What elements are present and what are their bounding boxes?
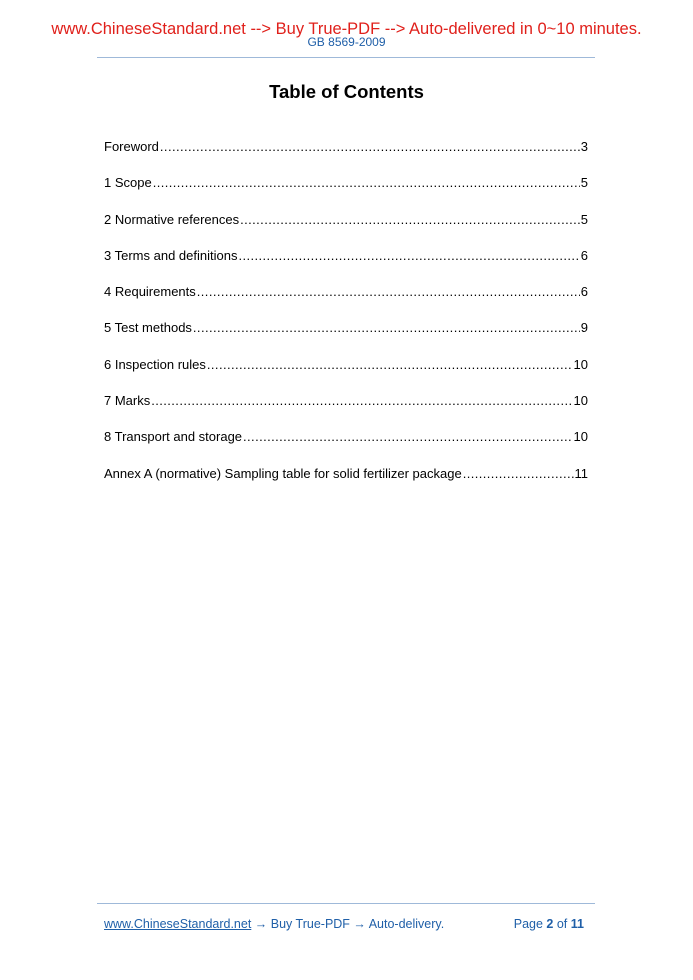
toc-entry-marks[interactable] — [104, 392, 588, 428]
toc-leader-dots — [153, 174, 580, 192]
toc-leader-dots — [463, 465, 574, 483]
toc-entry-label: 2 Normative references — [104, 211, 240, 227]
total-pages: 11 — [570, 917, 584, 931]
toc-entry-annex-a[interactable] — [104, 465, 588, 501]
toc-entry-page: 10 — [573, 393, 588, 409]
toc-entry-terms-and-definitions[interactable] — [104, 247, 588, 283]
footer-site-link[interactable]: www.ChineseStandard.net — [104, 917, 252, 931]
toc-leader-dots — [197, 283, 580, 301]
page-number — [514, 916, 584, 932]
promo-banner[interactable]: www.ChineseStandard.net --> Buy True-PDF --> Auto-delivered in 0~10 minutes. — [51, 20, 642, 38]
toc-entry-page: 3 — [580, 139, 588, 154]
toc-entry-page: 5 — [580, 175, 588, 191]
toc-entry-page: 10 — [573, 356, 588, 372]
toc-entry-scope[interactable] — [104, 174, 588, 210]
footer-divider — [97, 903, 595, 904]
toc-leader-dots — [207, 356, 573, 374]
page-word: Page — [513, 917, 543, 931]
toc-title: Table of Contents — [269, 81, 424, 102]
toc-leader-dots — [238, 247, 579, 265]
toc-entry-test-methods[interactable] — [104, 319, 588, 355]
toc-entry-foreword[interactable] — [104, 138, 588, 174]
toc-entry-page: 5 — [580, 211, 588, 227]
current-page: 2 — [546, 917, 554, 931]
toc-entry-normative-references[interactable] — [104, 211, 588, 247]
toc-entry-requirements[interactable] — [104, 283, 588, 319]
of-word: of — [556, 917, 568, 931]
toc-entry-label: 5 Test methods — [104, 320, 192, 336]
page-footer — [104, 916, 584, 932]
toc-entry-label: 3 Terms and definitions — [104, 247, 238, 263]
toc-entry-inspection-rules[interactable] — [104, 356, 588, 392]
toc-entry-page: 9 — [580, 320, 588, 336]
toc-entry-page: 6 — [580, 284, 588, 300]
standard-code: GB 8569-2009 — [307, 35, 386, 49]
toc-leader-dots — [160, 138, 580, 156]
toc-list — [104, 138, 588, 501]
toc-entry-page: 10 — [573, 429, 588, 445]
toc-entry-page: 6 — [580, 247, 588, 263]
toc-entry-label: 1 Scope — [104, 175, 152, 191]
toc-leader-dots — [193, 319, 580, 337]
toc-entry-label: 7 Marks — [104, 393, 151, 409]
toc-entry-label: Annex A (normative) Sampling table for solid fertilizer package — [104, 465, 462, 481]
toc-entry-label: 6 Inspection rules — [104, 356, 206, 372]
toc-entry-label: 8 Transport and storage — [104, 429, 243, 445]
toc-entry-page: 11 — [574, 465, 588, 481]
toc-entry-transport-and-storage[interactable] — [104, 428, 588, 464]
footer-promo — [104, 916, 444, 932]
header-divider — [97, 57, 595, 58]
toc-entry-label: Foreword — [104, 139, 159, 154]
toc-leader-dots — [243, 428, 573, 446]
footer-tagline: → Buy True-PDF → Auto-delivery. — [251, 917, 445, 931]
toc-entry-label: 4 Requirements — [104, 284, 196, 300]
toc-leader-dots — [151, 392, 572, 410]
toc-leader-dots — [240, 211, 580, 229]
